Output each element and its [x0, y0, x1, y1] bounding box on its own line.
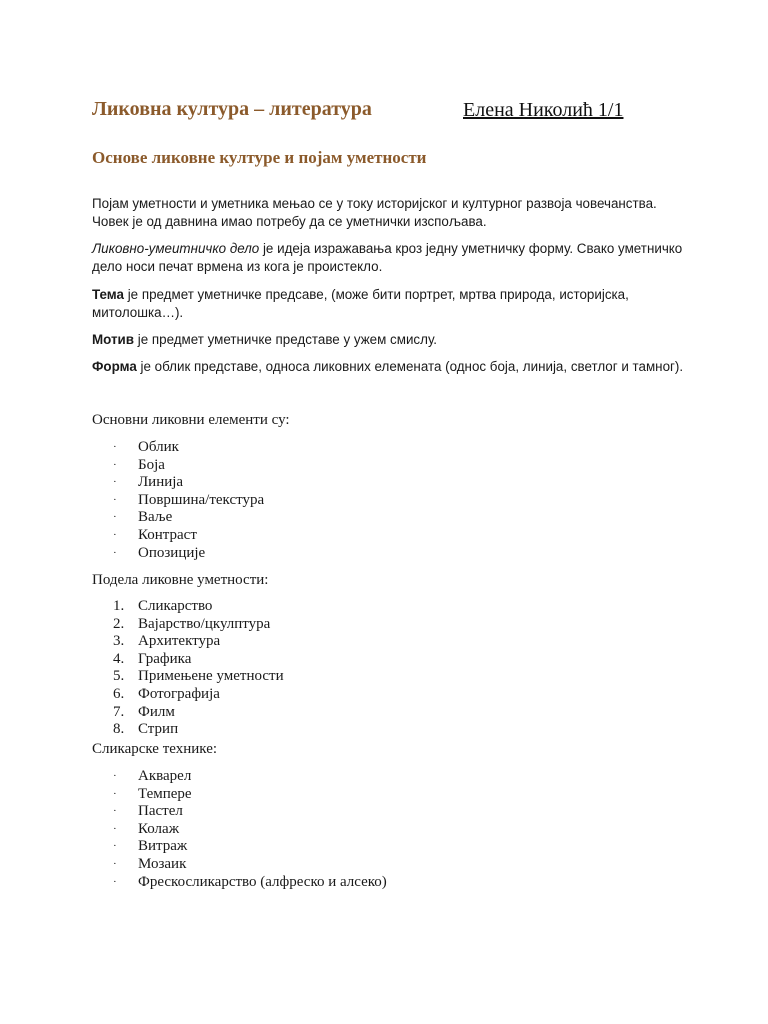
- bullet-marker: ·: [113, 493, 117, 506]
- list-item: [92, 474, 264, 492]
- list-item: [92, 492, 264, 510]
- list-item-label: Мозаик: [138, 855, 187, 872]
- list-item: [92, 545, 264, 563]
- techniques-heading: Сликарске технике:: [92, 741, 218, 757]
- theme-definition-text: је предмет уметничке предсаве, (може бити портрет, мртва природа, историјска, митолошка…).: [92, 287, 629, 320]
- list-item-label: Површина/текстура: [138, 491, 265, 508]
- list-item-label: Линија: [138, 474, 184, 491]
- bullet-marker: ·: [113, 458, 117, 471]
- list-item: [92, 439, 264, 457]
- bullet-marker: ·: [113, 770, 117, 782]
- list-number: 5.: [113, 668, 125, 685]
- bullet-marker: ·: [113, 875, 117, 888]
- list-item: [92, 786, 387, 804]
- bullet-marker: ·: [113, 441, 117, 453]
- list-item-label: Ваље: [138, 509, 173, 526]
- theme-term: Тема: [92, 287, 124, 302]
- list-item: [92, 616, 284, 634]
- list-item-label: Филм: [138, 703, 175, 720]
- bullet-marker: ·: [113, 805, 117, 818]
- list-item: [92, 838, 387, 856]
- list-item: [92, 686, 284, 704]
- list-item: [92, 721, 284, 739]
- list-item-label: Витраж: [138, 838, 188, 855]
- list-number: 4.: [113, 650, 125, 667]
- list-number: 8.: [113, 721, 125, 738]
- list-item: [92, 527, 264, 545]
- form-definition-text: је облик представе, односа ликовних елемената (однос боја, линија, светлог и тамног).: [136, 359, 684, 374]
- bullet-marker: ·: [113, 511, 117, 524]
- artwork-definition-text: је идеја изражавања кроз једну уметничку форму. Свако уметничко дело носи печат врмена из кога је проистекло.: [92, 241, 683, 274]
- artwork-definition: [92, 240, 692, 276]
- list-item: [92, 598, 284, 616]
- form-term: Форма: [92, 359, 137, 374]
- list-item-label: Темпере: [138, 785, 192, 802]
- list-item: [92, 874, 387, 892]
- artwork-term: Ликовно-умеитничко дело: [92, 241, 260, 256]
- list-item-label: Графика: [138, 650, 192, 667]
- techniques-list: [92, 768, 387, 891]
- division-list: [92, 598, 284, 739]
- list-number: 3.: [113, 633, 125, 650]
- bullet-marker: ·: [113, 857, 117, 870]
- list-item-label: Акварел: [138, 768, 192, 784]
- list-item-label: Сликарство: [138, 598, 213, 614]
- motif-term: Мотив: [92, 332, 135, 347]
- list-item: [92, 509, 264, 527]
- elements-list: [92, 439, 264, 562]
- list-item: [92, 803, 387, 821]
- list-item: [92, 633, 284, 651]
- form-definition: [92, 358, 692, 376]
- bullet-marker: ·: [113, 528, 117, 541]
- list-number: 1.: [113, 598, 125, 614]
- list-number: 6.: [113, 685, 125, 702]
- list-item: [92, 668, 284, 686]
- list-item-label: Фотографија: [138, 685, 220, 702]
- list-item-label: Стрип: [138, 721, 179, 738]
- list-item-label: Примењене уметности: [138, 668, 284, 685]
- bullet-marker: ·: [113, 840, 117, 853]
- list-item: [92, 457, 264, 475]
- list-item-label: Колаж: [138, 820, 180, 837]
- motif-definition: [92, 331, 692, 349]
- division-heading: Подела ликовне уметности:: [92, 572, 269, 588]
- list-item: [92, 856, 387, 874]
- bullet-marker: ·: [113, 476, 117, 489]
- list-item-label: Боја: [138, 456, 165, 473]
- motif-definition-text: је предмет уметничке представе у ужем смислу.: [134, 332, 438, 347]
- document-title: Ликовна култура – литература: [92, 98, 372, 120]
- bullet-marker: ·: [113, 822, 117, 835]
- author-label: Елена Николић 1/1: [463, 99, 624, 121]
- list-item-label: Контраст: [138, 526, 197, 543]
- elements-heading: Основни ликовни елементи су:: [92, 412, 290, 428]
- section-subtitle: Основе ликовне културе и појам уметности: [92, 148, 427, 167]
- list-number: 7.: [113, 703, 125, 720]
- list-item-label: Вајарство/цкулптура: [138, 615, 271, 632]
- list-item-label: Облик: [138, 439, 179, 455]
- bullet-marker: ·: [113, 787, 117, 800]
- list-item-label: Пастел: [138, 803, 183, 820]
- list-item: [92, 651, 284, 669]
- list-item: [92, 704, 284, 722]
- list-number: 2.: [113, 615, 125, 632]
- list-item: [92, 768, 387, 786]
- list-item-label: Фрескосликарство (алфреско и алсеко): [138, 873, 387, 890]
- list-item-label: Архитектура: [138, 633, 221, 650]
- intro-paragraph: Појам уметности и уметника мењао се у току историјског и културног развоја човечанства. Човек је од давнина имао потребу да се уметнички изспољава.: [92, 196, 657, 229]
- list-item: [92, 821, 387, 839]
- list-item-label: Опозиције: [138, 544, 206, 561]
- theme-definition: [92, 286, 692, 322]
- bullet-marker: ·: [113, 546, 117, 559]
